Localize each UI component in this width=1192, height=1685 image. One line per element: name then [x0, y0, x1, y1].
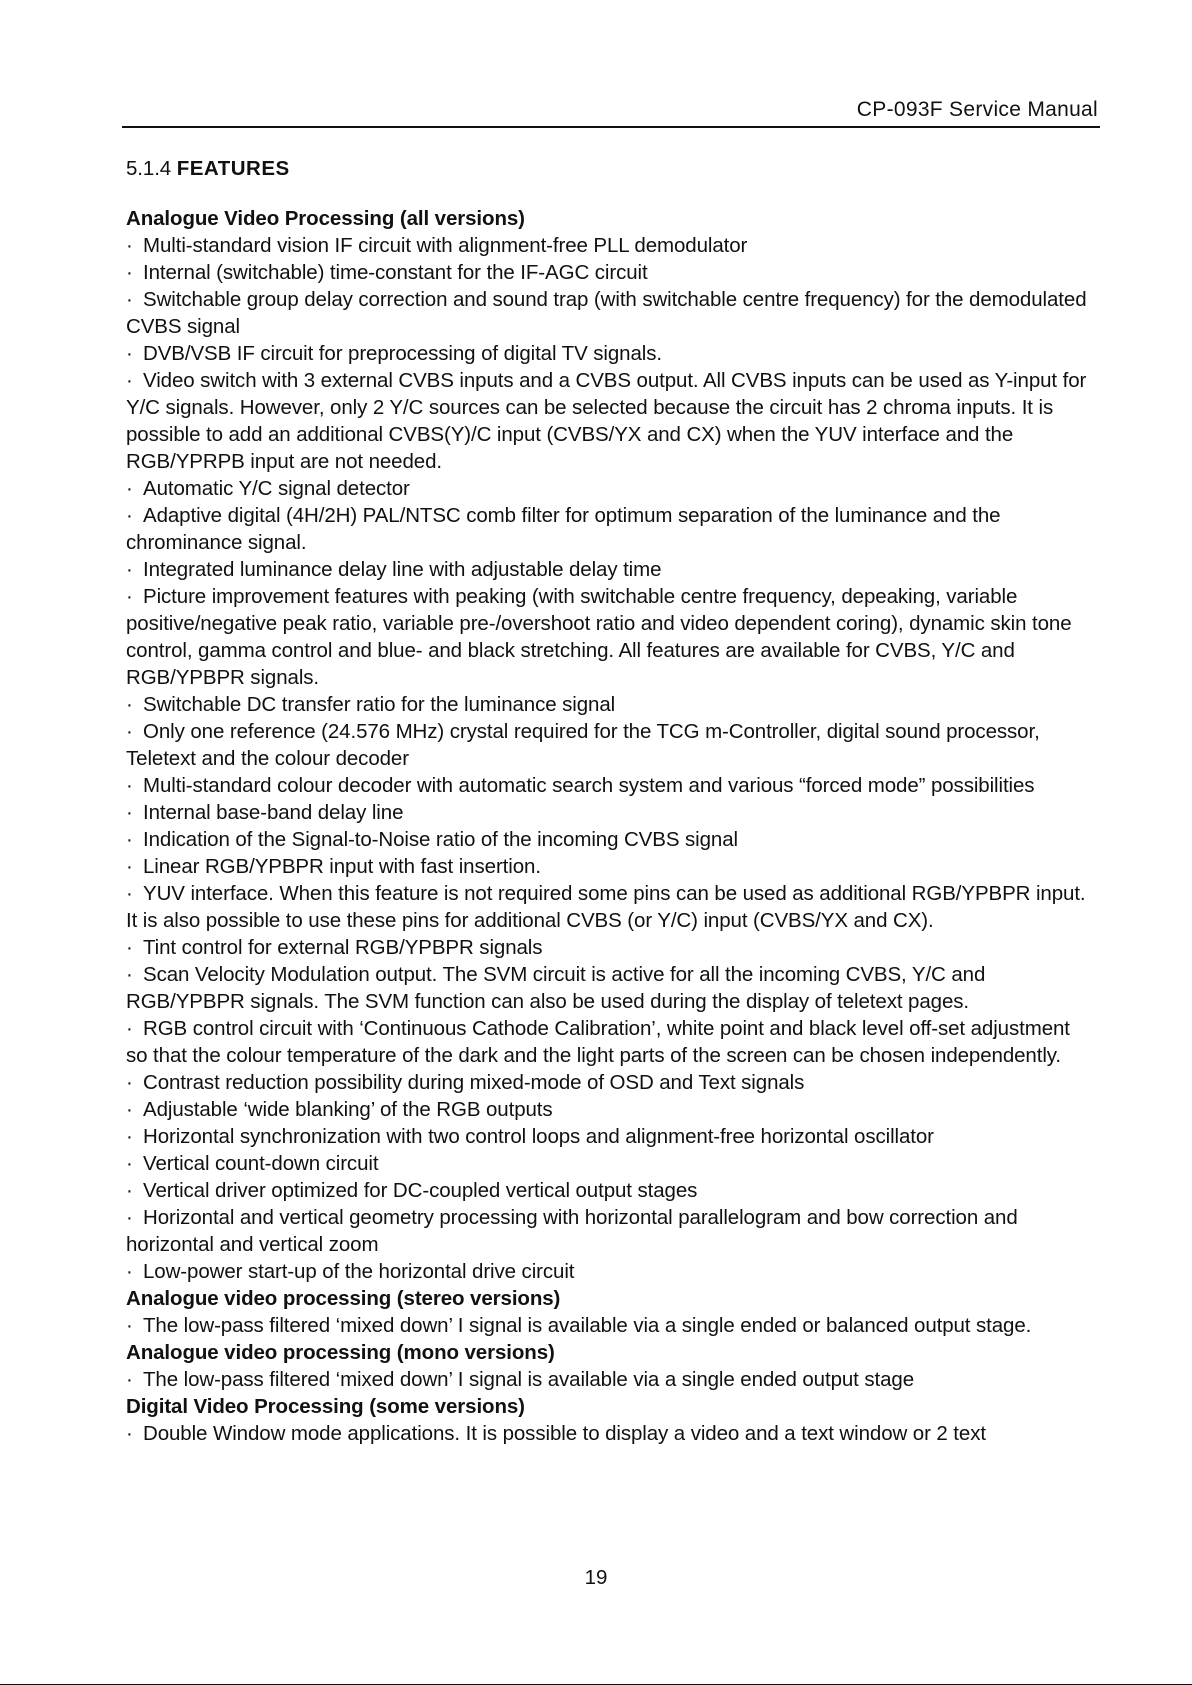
feature-text: Scan Velocity Modulation output. The SVM circuit is active for all the incoming CVBS, Y/C and RGB/YPBPR signals. The SVM function can also be used during the display of teletext pages.	[126, 963, 986, 1013]
bullet-icon: ·	[126, 288, 133, 311]
feature-item	[126, 880, 1096, 934]
bullet-icon: ·	[126, 1314, 133, 1337]
bullet-icon: ·	[126, 1017, 133, 1040]
feature-item	[126, 853, 1096, 880]
bullet-icon: ·	[126, 882, 133, 905]
feature-item	[126, 1069, 1096, 1096]
feature-text: Double Window mode applications. It is possible to display a video and a text window or 2 text	[143, 1422, 986, 1445]
feature-text: Switchable group delay correction and sound trap (with switchable centre frequency) for the demodulated CVBS signal	[126, 288, 1087, 338]
feature-text: Horizontal synchronization with two control loops and alignment-free horizontal oscillator	[143, 1125, 934, 1148]
bullet-icon: ·	[126, 558, 133, 581]
feature-text: Picture improvement features with peaking (with switchable centre frequency, depeaking, variable positive/negative peak ratio, variable pre-/overshoot ratio and video dependent coring), dynamic skin tone control, gamma control and blue- and black stretching. All features are available for CVBS, Y/C and RGB/YPBPR signals.	[126, 585, 1072, 689]
bullet-icon: ·	[126, 1071, 133, 1094]
bullet-icon: ·	[126, 774, 133, 797]
group-heading: Analogue video processing (mono versions)	[126, 1341, 555, 1364]
bullet-icon: ·	[126, 1098, 133, 1121]
bullet-icon: ·	[126, 855, 133, 878]
feature-item	[126, 934, 1096, 961]
feature-item	[126, 1420, 1096, 1447]
bullet-icon: ·	[126, 1260, 133, 1283]
group-heading: Analogue video processing (stereo versions)	[126, 1287, 561, 1310]
bullet-icon: ·	[126, 261, 133, 284]
feature-text: Low-power start-up of the horizontal drive circuit	[143, 1260, 575, 1283]
bullet-icon: ·	[126, 477, 133, 500]
feature-item	[126, 826, 1096, 853]
bullet-icon: ·	[126, 801, 133, 824]
feature-text: Linear RGB/YPBPR input with fast insertion.	[143, 855, 541, 878]
bullet-icon: ·	[126, 1206, 133, 1229]
page-number: 19	[584, 1566, 608, 1589]
feature-item	[126, 232, 1096, 259]
feature-item	[126, 502, 1096, 556]
feature-text: Multi-standard colour decoder with automatic search system and various “forced mode” possibilities	[143, 774, 1035, 797]
bullet-icon: ·	[126, 1125, 133, 1148]
bullet-icon: ·	[126, 369, 133, 392]
group-heading: Analogue Video Processing (all versions)	[126, 207, 525, 230]
feature-text: The low-pass filtered ‘mixed down’ I signal is available via a single ended or balanced output stage.	[143, 1314, 1032, 1337]
feature-item	[126, 340, 1096, 367]
feature-item	[126, 718, 1096, 772]
section-title: FEATURES	[176, 157, 290, 180]
bullet-icon: ·	[126, 936, 133, 959]
feature-item	[126, 772, 1096, 799]
feature-item	[126, 1177, 1096, 1204]
feature-item	[126, 799, 1096, 826]
bullet-icon: ·	[126, 963, 133, 986]
feature-text: Tint control for external RGB/YPBPR signals	[143, 936, 543, 959]
feature-text: Only one reference (24.576 MHz) crystal required for the TCG m-Controller, digital sound processor, Teletext and the colour decoder	[126, 720, 1040, 770]
feature-text: RGB control circuit with ‘Continuous Cathode Calibration’, white point and black level off-set adjustment so that the colour temperature of the dark and the light parts of the screen can be chosen independently.	[126, 1017, 1070, 1067]
feature-text: The low-pass filtered ‘mixed down’ I signal is available via a single ended output stage	[143, 1368, 915, 1391]
feature-text: Adjustable ‘wide blanking’ of the RGB outputs	[143, 1098, 553, 1121]
feature-text: Horizontal and vertical geometry processing with horizontal parallelogram and bow correction and horizontal and vertical zoom	[126, 1206, 1018, 1256]
feature-item	[126, 1150, 1096, 1177]
group-heading: Digital Video Processing (some versions)	[126, 1395, 525, 1418]
feature-text: Video switch with 3 external CVBS inputs and a CVBS output. All CVBS inputs can be used as Y-input for Y/C signals. However, only 2 Y/C sources can be selected because the circuit has 2 chroma inputs. It is possible to add an additional CVBS(Y)/C input (CVBS/YX and CX) when the YUV interface and the RGB/YPRPB input are not needed.	[126, 369, 1087, 473]
feature-item	[126, 556, 1096, 583]
bullet-icon: ·	[126, 1368, 133, 1391]
feature-item	[126, 367, 1096, 475]
feature-text: Internal (switchable) time-constant for the IF-AGC circuit	[143, 261, 648, 284]
bullet-icon: ·	[126, 342, 133, 365]
feature-item	[126, 1258, 1096, 1285]
feature-item	[126, 286, 1096, 340]
feature-item	[126, 475, 1096, 502]
feature-text: Internal base-band delay line	[143, 801, 404, 824]
feature-text: Multi-standard vision IF circuit with alignment-free PLL demodulator	[143, 234, 748, 257]
feature-text: Switchable DC transfer ratio for the luminance signal	[143, 693, 616, 716]
section-number: 5.1.4	[126, 157, 172, 180]
feature-item	[126, 691, 1096, 718]
bullet-icon: ·	[126, 1422, 133, 1445]
bullet-icon: ·	[126, 720, 133, 743]
section-heading	[126, 155, 1096, 182]
bullet-icon: ·	[126, 585, 133, 608]
feature-item	[126, 1015, 1096, 1069]
feature-item	[126, 1312, 1096, 1339]
document-body	[126, 155, 1096, 1447]
feature-item	[126, 1096, 1096, 1123]
feature-text: DVB/VSB IF circuit for preprocessing of digital TV signals.	[143, 342, 662, 365]
feature-item	[126, 1204, 1096, 1258]
bullet-icon: ·	[126, 693, 133, 716]
feature-text: Adaptive digital (4H/2H) PAL/NTSC comb filter for optimum separation of the luminance and the chrominance signal.	[126, 504, 1001, 554]
feature-item	[126, 1366, 1096, 1393]
bullet-icon: ·	[126, 1179, 133, 1202]
feature-text: Automatic Y/C signal detector	[143, 477, 410, 500]
feature-text: Vertical count-down circuit	[143, 1152, 379, 1175]
feature-item	[126, 961, 1096, 1015]
bullet-icon: ·	[126, 828, 133, 851]
feature-item	[126, 259, 1096, 286]
document-title: CP-093F Service Manual	[856, 98, 1098, 121]
feature-text: Vertical driver optimized for DC-coupled vertical output stages	[143, 1179, 698, 1202]
feature-groups	[126, 205, 1096, 1447]
feature-text: Contrast reduction possibility during mixed-mode of OSD and Text signals	[143, 1071, 805, 1094]
feature-text: Integrated luminance delay line with adjustable delay time	[143, 558, 662, 581]
bullet-icon: ·	[126, 504, 133, 527]
bullet-icon: ·	[126, 234, 133, 257]
page-header	[122, 98, 1100, 128]
feature-item	[126, 583, 1096, 691]
feature-text: Indication of the Signal-to-Noise ratio of the incoming CVBS signal	[143, 828, 738, 851]
feature-item	[126, 1123, 1096, 1150]
bullet-icon: ·	[126, 1152, 133, 1175]
feature-text: YUV interface. When this feature is not required some pins can be used as additional RGB/YPBPR input. It is also possible to use these pins for additional CVBS (or Y/C) input (CVBS/YX and CX).	[126, 882, 1086, 932]
